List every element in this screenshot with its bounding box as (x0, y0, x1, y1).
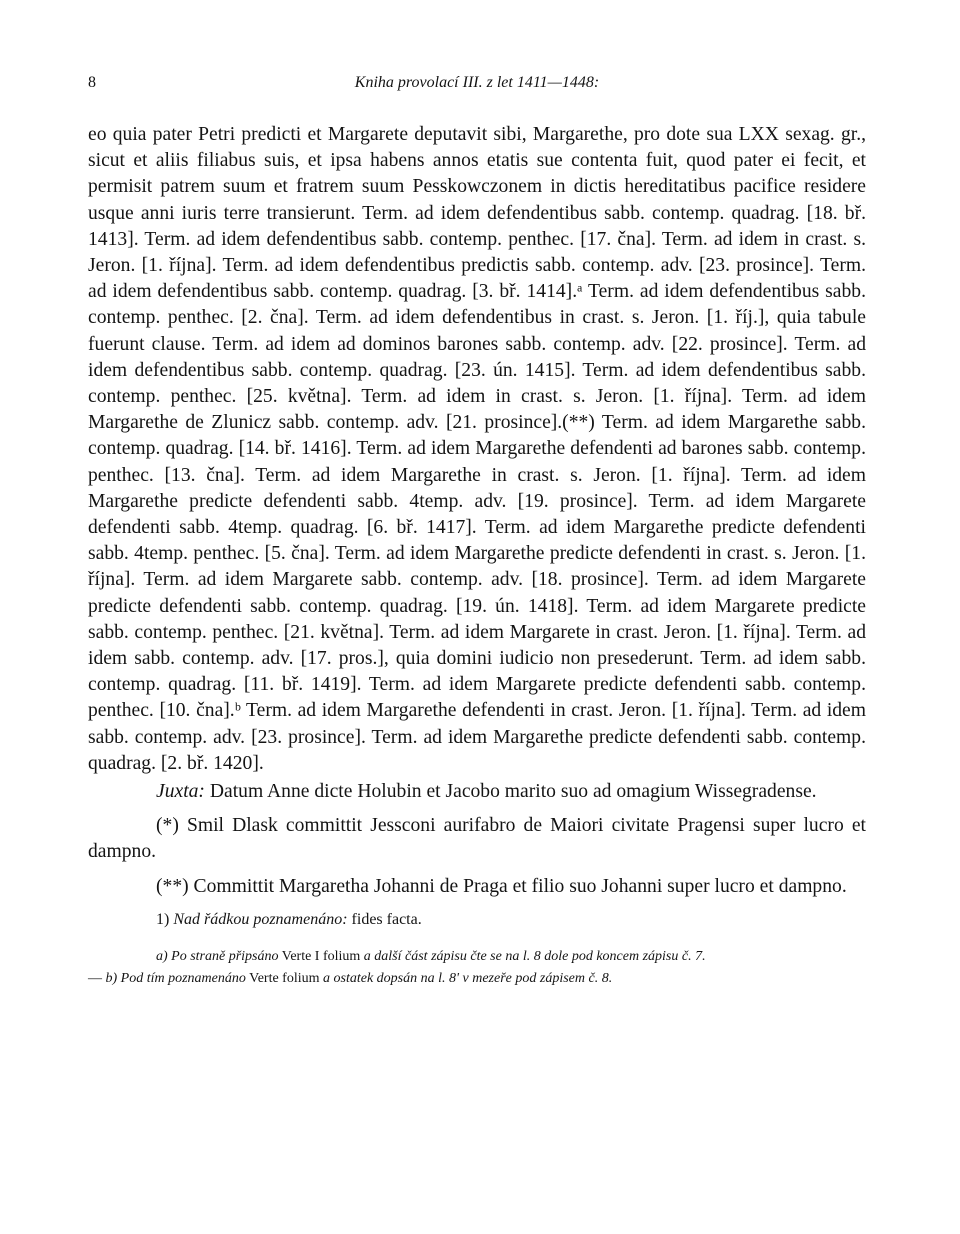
footnote-b-plain: Verte folium (249, 970, 320, 986)
footnote-1-label: Nad řádkou poznamenáno: (173, 910, 348, 928)
footnote-a-italic-end: a další část zápisu čte se na l. 8 dole pod koncem zápisu č. 7. (363, 948, 706, 964)
footnote-a-plain: Verte I folium (281, 948, 361, 964)
running-title: Kniha provolací III. z let 1411—1448: (354, 74, 600, 91)
main-text (88, 122, 866, 777)
document-page (88, 70, 866, 990)
footnote-b-italic-end: a ostatek dopsán na l. 8' v mezeře pod zápisem č. 8. (323, 970, 613, 986)
footnote-1-text: fides facta. (351, 910, 422, 928)
page-header (88, 70, 866, 98)
footnote-1-mark: 1) (156, 910, 170, 928)
footnote-a (88, 946, 866, 968)
note-single-star: (*) Smil Dlask committit Jessconi aurifabro de Maiori civitate Pragensi super lucro et dampno. (88, 815, 866, 863)
juxta-paragraph (88, 779, 866, 805)
juxta-text: Datum Anne dicte Holubin et Jacobo marito suo ad omagium Wissegradense. (209, 781, 817, 803)
note-double-star: (**) Committit Margaretha Johanni de Praga et filio suo Johanni super lucro et dampno. (156, 875, 847, 897)
footnote-a-italic-start: Po straně připsáno (171, 948, 279, 964)
footnote-a-mark: a) (156, 948, 168, 964)
footnote-1 (88, 910, 866, 930)
footnote-b-italic-start: Pod tím poznamenáno (120, 970, 246, 986)
footnote-b (88, 968, 866, 990)
page-number: 8 (88, 74, 96, 91)
main-paragraph: eo quia pater Petri predicti et Margarete deputavit sibi, Margarethe, pro dote sua LXX sexag. gr., sicut et aliis filiabus suis, et ipsa habens annos etatis sue contenta fuit, quod pater ei fecit, et permisit patrem suum et fratrem suum Pesskowczonem in dictis hereditatibus pacifice residere usque anni iuris terre transierunt. Term. ad idem defendentibus sabb. contemp. quadrag. [18. bř. 1413]. Term. ad idem defendentibus sabb. contemp. penthec. [17. čna]. Term. ad idem in crast. s. Jeron. [1. října]. Term. ad idem defendentibus predictis sabb. contemp. adv. [23. prosince]. Term. ad idem defendentibus sabb. contemp. quadrag. [3. bř. 1414].ᵃ Term. ad idem defendentibus sabb. contemp. penthec. [2. čna]. Term. ad idem defendentibus in crast. s. Jeron. [1. říj.], quia tabule fuerunt clause. Term. ad idem ad dominos barones sabb. contemp. adv. [22. prosince]. Term. ad idem defendentibus sabb. contemp. quadrag. [23. ún. 1415]. Term. ad idem defendentibus sabb. contemp. penthec. [25. května]. Term. ad idem in crast. s. Jeron. [1. října]. Term. ad idem Margarethe de Zlunicz sabb. contemp. adv. [21. prosince].(**) Term. ad idem Margarethe sabb. contemp. quadrag. [14. bř. 1416]. Term. ad idem Margarethe defendenti ad barones sabb. contemp. penthec. [13. čna]. Term. ad idem Margarethe in crast. s. Jeron. [1. října]. Term. ad idem Margarethe predicte defendenti sabb. 4temp. adv. [19. prosince]. Term. ad idem Margarete defendenti sabb. 4temp. quadrag. [6. bř. 1417]. Term. ad idem Margarethe predicte defendenti sabb. 4temp. penthec. [5. čna]. Term. ad idem Margarethe predicte defendenti in crast. s. Jeron. [1. října]. Term. ad idem Margarete sabb. contemp. adv. [18. prosince]. Term. ad idem Margarete predicte defendenti sabb. contemp. quadrag. [19. ún. 1418]. Term. ad idem Margarete predicte sabb. contemp. penthec. [21. května]. Term. ad idem Margarete in crast. Jeron. [1. října]. Term. ad idem sabb. contemp. adv. [17. pros.], quia domini iudicio non presederunt. Term. ad idem sabb. contemp. quadrag. [11. bř. 1419]. Term. ad idem Margarete predicte defendenti sabb. contemp. penthec. [10. čna].ᵇ Term. ad idem Margarethe defendenti in crast. Jeron. [1. října]. Term. ad idem sabb. contemp. adv. [23. prosince]. Term. ad idem Margarethe predicte defendenti sabb. contemp. quadrag. [2. bř. 1420]. (88, 124, 866, 774)
footnote-b-prefix: — (88, 970, 102, 986)
footnote-b-mark: b) (105, 970, 118, 986)
editorial-footnotes (88, 946, 866, 990)
juxta-label: Juxta: (156, 781, 205, 803)
